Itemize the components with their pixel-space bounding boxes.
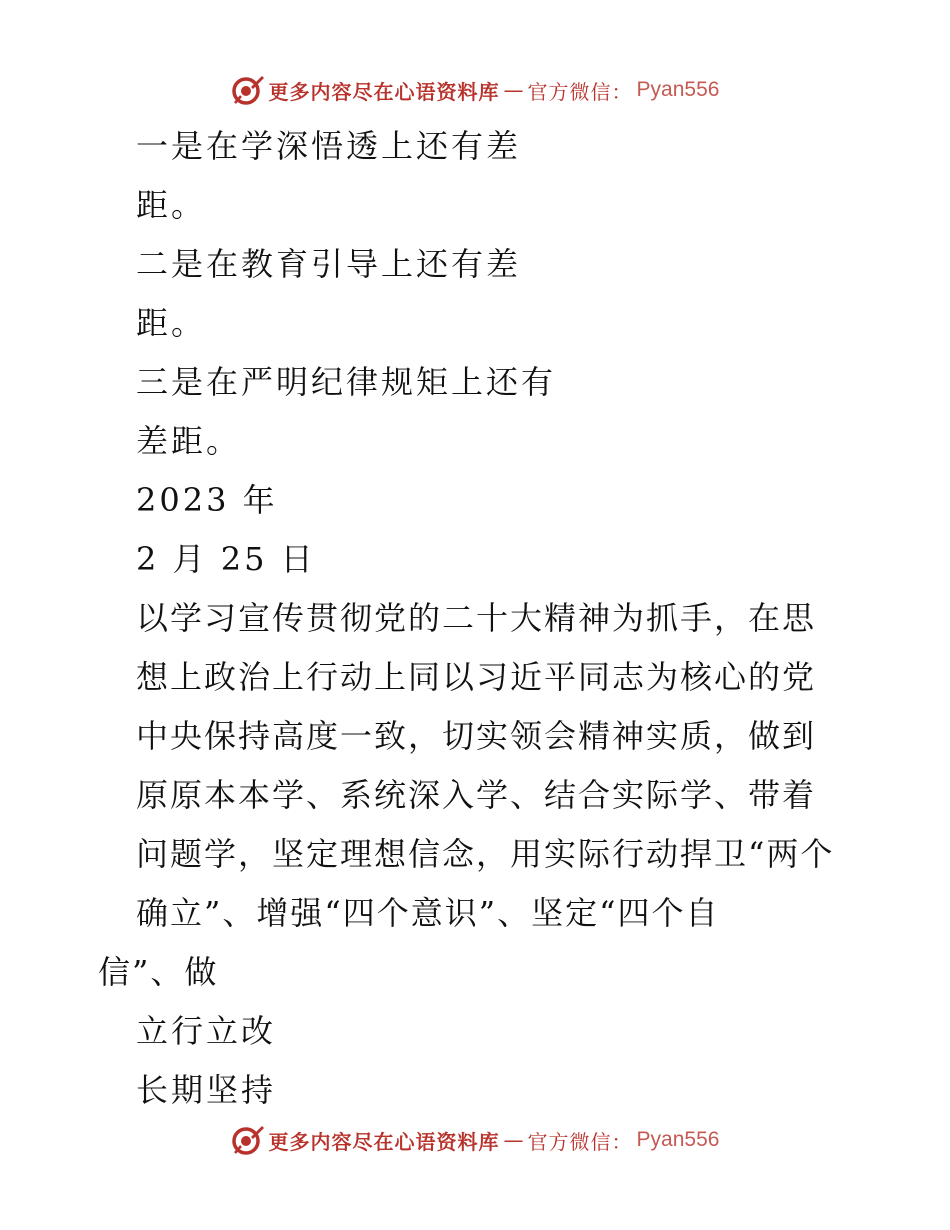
text-line-15: 信”、做 xyxy=(98,953,219,991)
text-line-14: 确立”、增强“四个意识”、坚定“四个自 xyxy=(136,894,720,932)
text-line-17: 长期坚持 xyxy=(136,1071,277,1109)
text-line-1: 一是在学深悟透上还有差 xyxy=(136,127,522,165)
watermark-wechat-id: Pyan556 xyxy=(636,1128,720,1151)
watermark-wechat-id: Pyan556 xyxy=(636,78,720,101)
header-watermark xyxy=(0,70,950,110)
watermark-site-text: 更多内容尽在心语资料库 xyxy=(268,1129,500,1154)
footer-watermark xyxy=(0,1120,950,1160)
text-line-3: 二是在教育引导上还有差 xyxy=(136,245,522,283)
text-line-12: 原原本本学、系统深入学、结合实际学、带着 xyxy=(136,776,817,814)
pen-circle-logo-icon xyxy=(231,73,265,107)
text-line-13: 问题学，坚定理想信念，用实际行动捍卫“两个 xyxy=(136,835,835,873)
text-line-6: 差距。 xyxy=(136,422,242,460)
text-line-9: 以学习宣传贯彻党的二十大精神为抓手，在思 xyxy=(136,599,817,637)
text-line-2: 距。 xyxy=(136,186,207,224)
watermark-dash: — xyxy=(503,78,524,102)
watermark-site-text: 更多内容尽在心语资料库 xyxy=(268,79,500,104)
watermark-wechat-label: 官方微信： xyxy=(527,79,633,104)
text-line-date-year: 2023 年 xyxy=(136,481,278,519)
text-line-5: 三是在严明纪律规矩上还有 xyxy=(136,363,557,401)
text-line-10: 想上政治上行动上同以习近平同志为核心的党 xyxy=(136,658,817,696)
watermark-dash: — xyxy=(503,1128,524,1152)
text-line-date-day: 2 月 25 日 xyxy=(136,540,316,578)
pen-circle-logo-icon xyxy=(231,1123,265,1157)
text-line-11: 中央保持高度一致，切实领会精神实质，做到 xyxy=(136,717,817,755)
text-line-16: 立行立改 xyxy=(136,1012,277,1050)
watermark-wechat-label: 官方微信： xyxy=(527,1129,633,1154)
text-line-4: 距。 xyxy=(136,304,207,342)
